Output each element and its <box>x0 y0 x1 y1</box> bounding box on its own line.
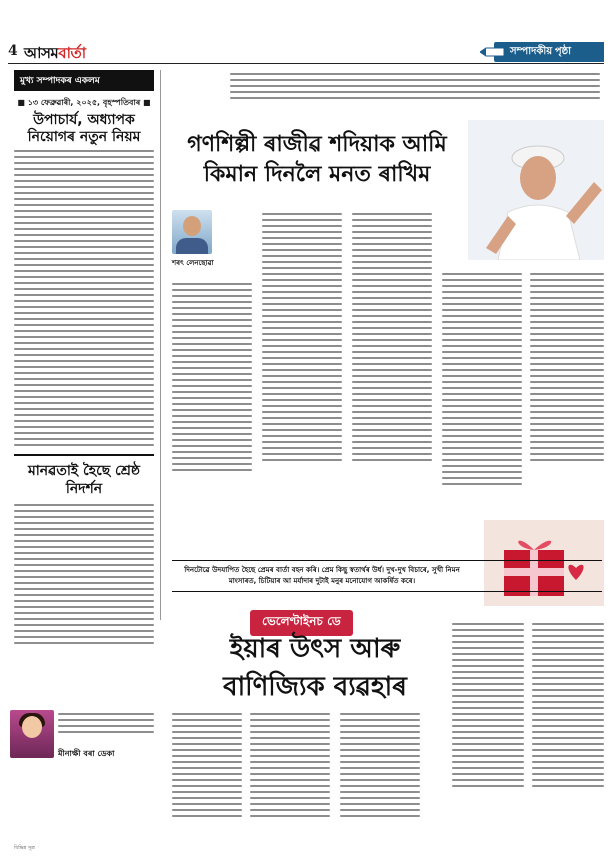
issue-date: ■ ১৩ ফেব্ৰুৱাৰী, ২০২৫, বৃহস্পতিবাৰ ■ <box>17 98 151 107</box>
column-divider <box>160 70 161 620</box>
story2-kicker: ভেলেণ্টাইনচ ডে <box>250 610 353 636</box>
story1-intro <box>230 70 600 103</box>
author-name: শৰৎ লেনছোৱা <box>172 259 214 267</box>
column2-body <box>14 504 154 644</box>
column2-title: মানৱতাই হৈছে শ্ৰেষ্ঠ নিদৰ্শন <box>14 454 154 498</box>
newspaper-logo: আসমবাৰ্তা <box>24 44 86 62</box>
story1-col5 <box>530 270 604 465</box>
story1-col1 <box>172 280 252 475</box>
story2-col3 <box>340 710 420 821</box>
editorial-body <box>14 150 154 446</box>
editorial-column <box>14 70 154 648</box>
singer-photo <box>468 120 604 260</box>
page-number: 4 <box>8 43 18 59</box>
story1-col2 <box>262 210 342 465</box>
section-tag: সম্পাদকীয় পৃষ্ঠা <box>494 42 604 62</box>
story1-col3 <box>352 210 432 465</box>
author-photo <box>172 210 212 254</box>
editorial-title: উপাচাৰ্য, অধ্যাপক নিয়োগৰ নতুন নিয়ম <box>27 112 141 145</box>
story1-headline: গণশিল্পী ৰাজীৱ শদিয়াক আমি কিমান দিনলৈ মনত ৰাখিম <box>187 132 447 187</box>
author-box <box>10 710 154 770</box>
story2-intro: দিনটোৱে উদযাপিত হৈছে প্ৰেমৰ বাৰ্তা বহন কৰি। প্ৰেম কিছু স্বতাৰ্থৰ উৰ্ধ। দুখ-দুখ বিচাৰে, সুখী নিমন মাংসাৰত, চিটিয়াৰ আ মৰ্যাদাৰ দুটাই মনুৰ মনোযোগ আকৰ্ষিত কৰে। <box>172 560 602 592</box>
pen-icon <box>480 45 506 59</box>
editorial-header: মুখ্য সম্পাদকৰ একলম <box>14 70 154 91</box>
author-body <box>58 710 154 737</box>
story2-col5 <box>532 620 604 791</box>
author-name: মীনাক্ষী বৰা ডেকা <box>58 749 115 758</box>
masthead <box>8 42 604 64</box>
story2-headline: ইয়াৰ উৎস আৰু বাণিজ্যিক ব্যৱহাৰ <box>223 634 407 702</box>
story2-col2 <box>250 710 330 821</box>
author-photo <box>10 710 54 758</box>
story1-col4 <box>442 270 522 489</box>
footer-note: বিভিন্ন সূত্ৰ <box>14 845 35 851</box>
story2-col1 <box>172 710 242 821</box>
story2-col4 <box>452 620 524 791</box>
story1-author <box>172 210 252 270</box>
